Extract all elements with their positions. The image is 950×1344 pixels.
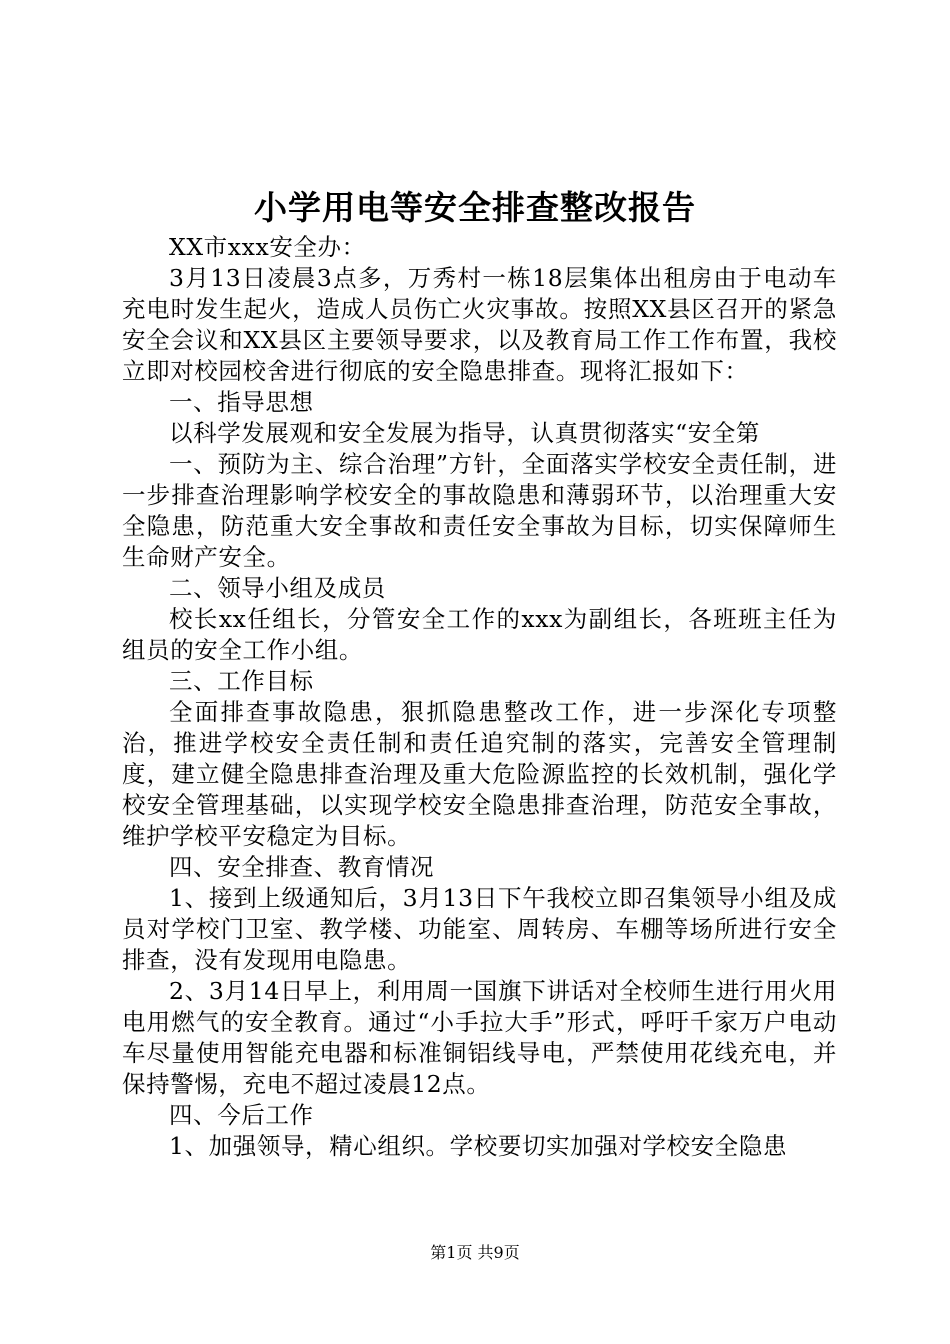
section-heading-inspection-education: 四、安全排查、教育情况 [169,853,435,881]
paragraph-future-work-item-1: 1、加强领导，精心组织。学校要切实加强对学校安全隐患 [169,1132,788,1160]
document-body [122,232,837,1162]
paragraph-intro: 3月13日凌晨3点多，万秀村一栋18层集体出租房由于电动车充电时发生起火，造成人员伤亡火灾事故。按照XX县区召开的紧急安全会议和XX县区主要领导要求，以及教育局工作工作布置，我校立即对校园校舍进行彻底的安全隐患排查。现将汇报如下： [122,264,837,385]
paragraph-work-goals: 全面排查事故隐患，狠抓隐患整改工作，进一步深化专项整治，推进学校安全责任制和责任追究制的落实，完善安全管理制度，建立健全隐患排查治理及重大危险源监控的长效机制，强化学校安全管理基础，以实现学校安全隐患排查治理，防范安全事故，维护学校平安稳定为目标。 [122,698,837,850]
page-footer: 第1页 共9页 [430,1243,520,1262]
document-title: 小学用电等安全排查整改报告 [254,188,696,227]
section-heading-guiding-ideology: 一、指导思想 [169,388,314,416]
paragraph-inspection-item-1: 1、接到上级通知后，3月13日下午我校立即召集领导小组及成员对学校门卫室、教学楼、功能室、周转房、车棚等场所进行安全排查，没有发现用电隐患。 [122,884,837,974]
paragraph-leadership-group: 校长xx任组长，分管安全工作的xxx为副组长，各班班主任为组员的安全工作小组。 [122,605,837,664]
section-heading-leadership-group: 二、领导小组及成员 [169,574,386,602]
paragraph-guiding-ideology-line1: 以科学发展观和安全发展为指导，认真贯彻落实“安全第 [169,419,761,447]
salutation: XX市xxx安全办： [169,233,366,261]
paragraph-guiding-ideology: 一、预防为主、综合治理”方针，全面落实学校安全责任制，进一步排查治理影响学校安全的事故隐患和薄弱环节，以治理重大安全隐患，防范重大安全事故和责任安全事故为目标，切实保障师生生命财产安全。 [122,450,837,571]
section-heading-work-goals: 三、工作目标 [169,667,314,695]
paragraph-inspection-item-2: 2、3月14日早上，利用周一国旗下讲话对全校师生进行用火用电用燃气的安全教育。通过“小手拉大手”形式，呼吁千家万户电动车尽量使用智能充电器和标准铜铝线导电，严禁使用花线充电，并保持警惕，充电不超过凌晨12点。 [122,977,837,1098]
section-heading-future-work: 四、今后工作 [169,1101,314,1129]
